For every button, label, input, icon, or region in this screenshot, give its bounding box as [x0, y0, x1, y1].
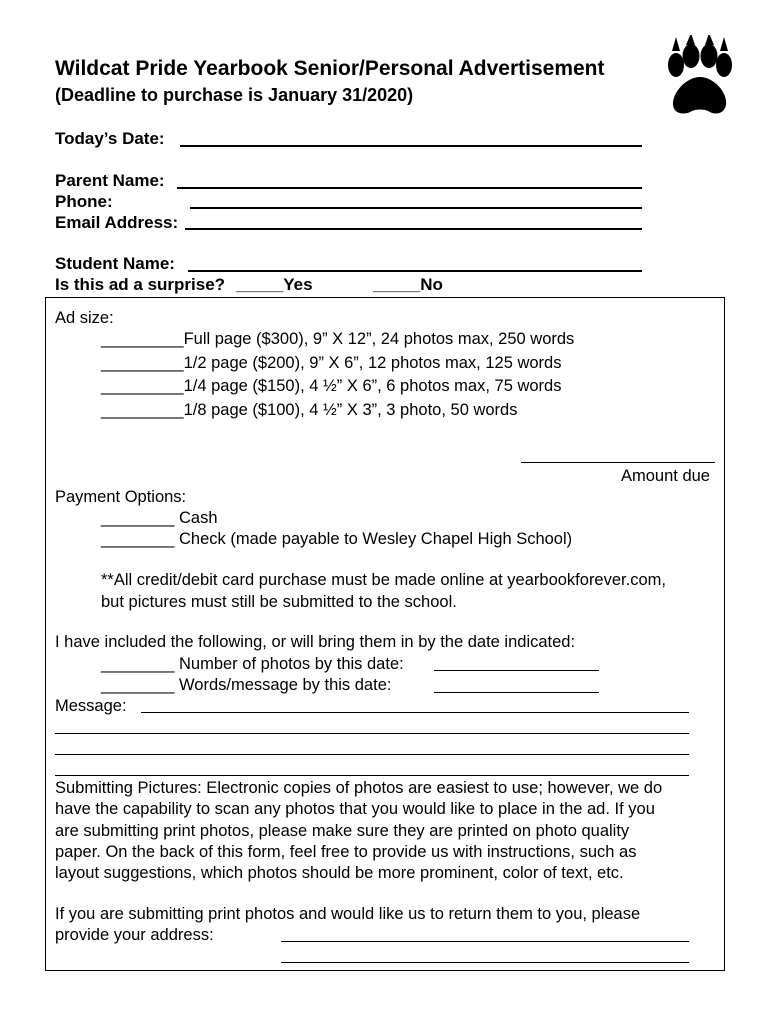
student-name-input[interactable]	[188, 270, 642, 272]
message-line-1[interactable]	[141, 712, 689, 713]
submitting-line-1: Submitting Pictures: Electronic copies of photos are easiest to use; however, we do	[55, 779, 663, 797]
ad-size-label: Ad size:	[55, 309, 114, 327]
todays-date-input[interactable]	[180, 145, 642, 147]
parent-name-label: Parent Name:	[55, 171, 165, 190]
photos-date-input[interactable]	[434, 670, 599, 671]
return-photos-line2: provide your address:	[55, 926, 214, 944]
address-line-2[interactable]	[281, 962, 689, 963]
submitting-line-2: have the capability to scan any photos that you would like to place in the ad. If you	[55, 800, 655, 818]
email-input[interactable]	[185, 228, 642, 230]
amount-due-label: Amount due	[621, 467, 710, 485]
surprise-label: Is this ad a surprise?	[55, 275, 226, 294]
words-message-label[interactable]: ________ Words/message by this date:	[101, 676, 392, 694]
surprise-yes[interactable]: _____Yes	[236, 275, 313, 294]
page-title: Wildcat Pride Yearbook Senior/Personal Advertisement	[55, 57, 605, 80]
words-date-input[interactable]	[434, 692, 599, 693]
message-line-4[interactable]	[55, 775, 689, 776]
phone-label: Phone:	[55, 192, 113, 211]
ad-option-quarter[interactable]: _________1/4 page ($150), 4 ½” X 6”, 6 photos max, 75 words	[101, 377, 562, 395]
address-line-1[interactable]	[281, 941, 689, 942]
ad-option-eighth[interactable]: _________1/8 page ($100), 4 ½” X 3”, 3 photo, 50 words	[101, 401, 518, 419]
card-note-line2: but pictures must still be submitted to the school.	[101, 593, 457, 611]
submitting-line-5: layout suggestions, which photos should be more prominent, color of text, etc.	[55, 864, 624, 882]
submitting-line-4: paper. On the back of this form, feel free to provide us with instructions, such as	[55, 843, 637, 861]
payment-cash-option[interactable]: ________ Cash	[101, 509, 218, 527]
surprise-no[interactable]: _____No	[373, 275, 443, 294]
parent-name-input[interactable]	[177, 187, 642, 189]
deadline-subtitle: (Deadline to purchase is January 31/2020)	[55, 85, 414, 105]
message-line-3[interactable]	[55, 754, 689, 755]
email-label: Email Address:	[55, 213, 179, 232]
submitting-line-3: are submitting print photos, please make sure they are printed on photo quality	[55, 822, 630, 840]
ad-option-half[interactable]: _________1/2 page ($200), 9” X 6”, 12 photos max, 125 words	[101, 354, 562, 372]
todays-date-label: Today’s Date:	[55, 129, 165, 148]
message-line-2[interactable]	[55, 733, 689, 734]
return-photos-line1: If you are submitting print photos and would like us to return them to you, please	[55, 905, 641, 923]
paw-print-icon	[664, 35, 736, 119]
card-note-line1: **All credit/debit card purchase must be made online at yearbookforever.com,	[101, 571, 666, 589]
message-label: Message:	[55, 697, 127, 715]
ad-option-full[interactable]: _________Full page ($300), 9” X 12”, 24 photos max, 250 words	[101, 330, 575, 348]
photos-count-label[interactable]: ________ Number of photos by this date:	[101, 655, 404, 673]
payment-check-option[interactable]: ________ Check (made payable to Wesley Chapel High School)	[101, 530, 573, 548]
phone-input[interactable]	[190, 207, 642, 209]
student-name-label: Student Name:	[55, 254, 175, 273]
included-label: I have included the following, or will bring them in by the date indicated:	[55, 633, 576, 651]
amount-due-input[interactable]	[521, 462, 715, 463]
payment-options-label: Payment Options:	[55, 488, 187, 506]
